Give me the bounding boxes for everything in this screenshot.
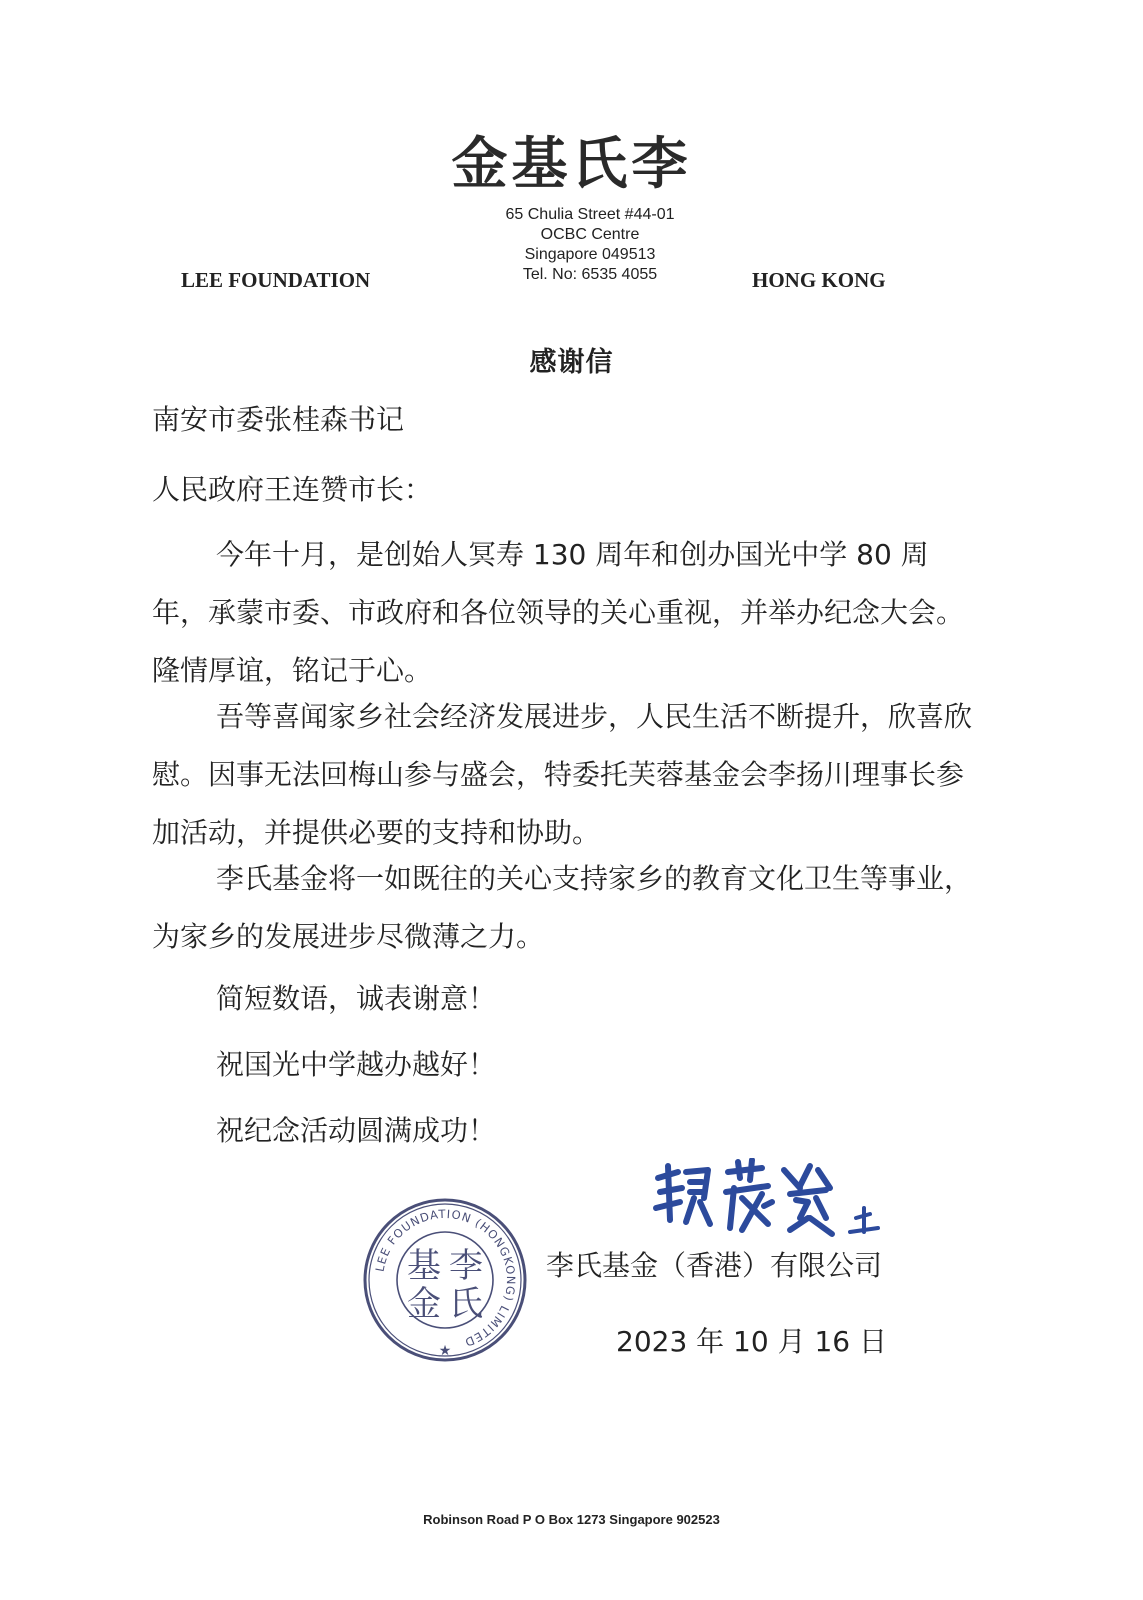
closing-line: 简短数语，诚表谢意！ [216, 982, 497, 1015]
svg-text:金: 金 [407, 1284, 441, 1324]
foundation-logo-title: 金基氏李 [451, 131, 692, 197]
letter-date: 2023 年 10 月 16 日 [616, 1325, 888, 1358]
seal-ring-text: LEE FOUNDATION (HONGKONG) LIMITED [372, 1206, 519, 1350]
closing-line: 祝纪念活动圆满成功！ [216, 1114, 497, 1147]
org-location-right: HONG KONG [752, 268, 886, 292]
address-line: Singapore 049513 [524, 246, 656, 263]
letter-subject: 感谢信 [529, 347, 614, 378]
recipient-line: 人民政府王连赞市长： [152, 473, 433, 506]
body-paragraph: 今年十月，是创始人冥寿 130 周年和创办国光中学 80 周年，承蒙市委、市政府和各位领导的关心重视，并举办纪念大会。隆情厚谊，铭记于心。 [152, 538, 965, 687]
address-line: Tel. No: 6535 4055 [522, 266, 658, 283]
seal-star-icon: ★ [438, 1343, 452, 1359]
address-line: 65 Chulia Street #44-01 [505, 206, 675, 223]
svg-text:李: 李 [449, 1246, 483, 1286]
company-seal [360, 1195, 530, 1365]
closing-line: 祝国光中学越办越好！ [216, 1048, 497, 1081]
footer-address: Robinson Road P O Box 1273 Singapore 902523 [423, 1512, 720, 1527]
letterhead-address [480, 205, 700, 285]
recipient-line: 南安市委张桂森书记 [152, 403, 405, 436]
body-paragraph: 李氏基金将一如既往的关心支持家乡的教育文化卫生等事业，为家乡的发展进步尽微薄之力。 [152, 862, 973, 953]
svg-text:氏: 氏 [449, 1284, 483, 1324]
address-line: OCBC Centre [540, 226, 640, 243]
body-paragraph: 吾等喜闻家乡社会经济发展进步，人民生活不断提升，欣喜欣慰。因事无法回梅山参与盛会，特委托芙蓉基金会李扬川理事长参加活动，并提供必要的支持和协助。 [152, 700, 973, 849]
handwritten-signature [650, 1158, 900, 1248]
company-name: 李氏基金（香港）有限公司 [546, 1249, 883, 1282]
org-name-left: LEE FOUNDATION [181, 268, 371, 292]
svg-text:基: 基 [407, 1246, 441, 1286]
